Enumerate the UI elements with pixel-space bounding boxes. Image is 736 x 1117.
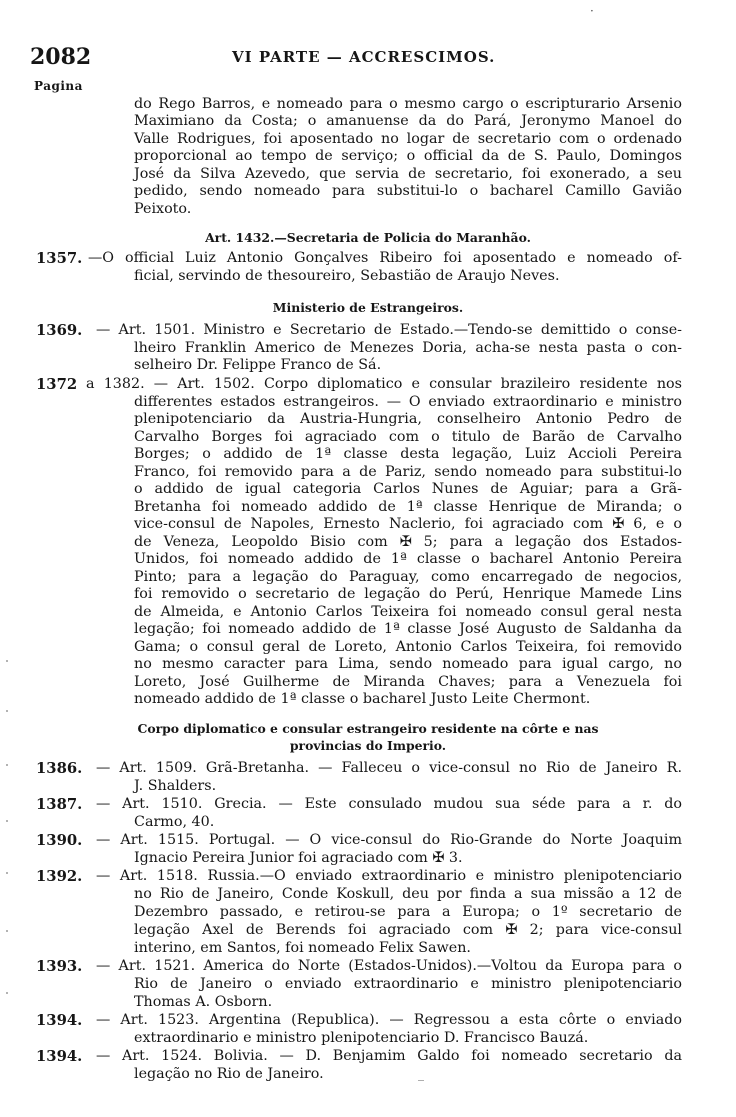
text-line (0, 760, 736, 777)
line-text: o addido de igual categoria Carlos Nunes de Aguiar; para a Grã- (134, 481, 682, 497)
text-line (0, 868, 736, 885)
line-text: nomeado addido de 1ª classe o bacharel Justo Leite Chermont. (134, 691, 591, 707)
line-text: pedido, sendo nomeado para substitui-lo o bacharel Camillo Gavião (134, 183, 682, 199)
entry-number: 1387. (36, 796, 83, 813)
text-line (0, 394, 736, 411)
text-line (0, 376, 736, 393)
line-text: no Rio de Janeiro, Conde Koskull, deu por finda a sua missão a 12 de (134, 886, 682, 902)
entry-number: 1390. (36, 832, 83, 849)
line-text: ficial, servindo de thesoureiro, Sebastião de Araujo Neves. (134, 268, 560, 284)
text-line (0, 534, 736, 551)
text-line (0, 499, 736, 516)
line-text: — Art. 1509. Grã-Bretanha. — Falleceu o vice-consul no Rio de Janeiro R. (96, 760, 682, 776)
line-text: — Art. 1524. Bolivia. — D. Benjamim Galdo foi nomeado secretario da (96, 1048, 682, 1064)
text-line (0, 357, 736, 374)
line-text: vice-consul de Napoles, Ernesto Naclerio, foi agraciado com ✠ 6, e o (134, 516, 682, 532)
text-line (0, 446, 736, 463)
entry-number: 1357. (36, 250, 83, 267)
text-line (0, 569, 736, 586)
text-line (0, 166, 736, 183)
text-line (0, 621, 736, 638)
line-text: interino, em Santos, foi nomeado Felix Sawen. (134, 940, 471, 956)
line-text: Art. 1432.—Secretaria de Policia do Maranhão. (205, 230, 531, 245)
line-text: extraordinario e ministro plenipotenciario D. Francisco Bauzá. (134, 1030, 589, 1046)
line-text: —O official Luiz Antonio Gonçalves Ribeiro foi aposentado e nomeado of- (88, 250, 682, 266)
text-line (0, 268, 736, 285)
line-text: Valle Rodrigues, foi aposentado no logar de secretario com o ordenado (134, 131, 682, 147)
line-text: Pinto; para a legação do Paraguay, como encarregado de negocios, (134, 569, 682, 585)
entry-number: 1372 (36, 376, 78, 393)
line-text: a 1382. — Art. 1502. Corpo diplomatico e consular brazileiro residente nos (86, 376, 682, 392)
text-line (0, 464, 736, 481)
section-heading (0, 299, 736, 316)
text-line (0, 1012, 736, 1029)
line-text: Peixoto. (134, 201, 192, 217)
line-text: differentes estados estrangeiros. — O enviado extraordinario e ministro (134, 394, 682, 410)
text-line (0, 674, 736, 691)
text-line (0, 250, 736, 267)
text-line (0, 481, 736, 498)
line-text: Loreto, José Guilherme de Miranda Chaves; para a Venezuela foi (134, 674, 682, 690)
line-text: J. Shalders. (134, 778, 217, 794)
text-line (0, 904, 736, 921)
text-line (0, 886, 736, 903)
line-text: Rio de Janeiro o enviado extraordinario e ministro plenipotenciario (134, 976, 682, 992)
line-text: Borges; o addido de 1ª classe desta legação, Luiz Accioli Pereira (134, 446, 682, 462)
entry-number: 1393. (36, 958, 83, 975)
line-text: de Veneza, Leopoldo Bisio com ✠ 5; para a legação dos Estados- (134, 534, 682, 550)
line-text: selheiro Dr. Felippe Franco de Sá. (134, 357, 382, 373)
text-line (0, 429, 736, 446)
entry-number: 1394. (36, 1012, 83, 1029)
line-text: Carvalho Borges foi agraciado com o titulo de Barão de Carvalho (134, 429, 682, 445)
line-text: no mesmo caracter para Lima, sendo nomeado para igual cargo, no (134, 656, 682, 672)
line-text: Unidos, foi nomeado addido de 1ª classe o bacharel Antonio Pereira (134, 551, 682, 567)
section-heading (0, 737, 736, 754)
entry-number: 1392. (36, 868, 83, 885)
line-text: — Art. 1521. America do Norte (Estados-Unidos).—Voltou da Europa para o (96, 958, 682, 974)
entry-number: 1394. (36, 1048, 83, 1065)
text-line (0, 516, 736, 533)
text-line (0, 96, 736, 113)
page-number: 2082 (30, 44, 92, 70)
line-text: José da Silva Azevedo, que servia de secretario, foi exonerado, a seu (134, 166, 682, 182)
text-line (0, 832, 736, 849)
line-text: — Art. 1501. Ministro e Secretario de Estado.—Tendo-se demittido o conse- (96, 322, 682, 338)
text-line (0, 586, 736, 603)
line-text: Gama; o consul geral de Loreto, Antonio Carlos Teixeira, foi removido (134, 639, 682, 655)
text-line (0, 183, 736, 200)
line-text: provincias do Imperio. (289, 738, 447, 753)
entry-number: 1369. (36, 322, 83, 339)
text-line (0, 958, 736, 975)
column-label: Pagina (34, 79, 83, 93)
margin-specks (0, 640, 16, 1040)
line-text: do Rego Barros, e nomeado para o mesmo cargo o escripturario Arsenio (134, 96, 682, 112)
line-text: Ministerio de Estrangeiros. (272, 300, 464, 315)
text-line (0, 113, 736, 130)
text-line (0, 796, 736, 813)
line-text: Dezembro passado, e retirou-se para a Europa; o 1º secretario de (134, 904, 682, 920)
text-line (0, 1066, 736, 1083)
line-text: — Art. 1510. Grecia. — Este consulado mudou sua séde para a r. do (96, 796, 682, 812)
text-line (0, 940, 736, 957)
text-line (0, 131, 736, 148)
text-line (0, 340, 736, 357)
line-text: — Art. 1515. Portugal. — O vice-consul do Rio-Grande do Norte Joaquim (96, 832, 682, 848)
text-line (0, 322, 736, 339)
text-line (0, 976, 736, 993)
section-heading (0, 720, 736, 737)
line-text: lheiro Franklin Americo de Menezes Doria, acha-se nesta pasta o con- (134, 340, 682, 356)
line-text: Maximiano da Costa; o amanuense da do Pará, Jeronymo Manoel do (134, 113, 682, 129)
line-text: — Art. 1523. Argentina (Republica). — Regressou a esta côrte o enviado (96, 1012, 682, 1028)
line-text: Carmo, 40. (134, 814, 215, 830)
text-line (0, 639, 736, 656)
text-line (0, 551, 736, 568)
section-heading (0, 229, 736, 246)
entry-number: 1386. (36, 760, 83, 777)
text-line (0, 778, 736, 795)
line-text: de Almeida, e Antonio Carlos Teixeira foi nomeado consul geral nesta (134, 604, 682, 620)
line-text: Thomas A. Osborn. (134, 994, 273, 1010)
line-text: plenipotenciario da Austria-Hungria, conselheiro Antonio Pedro de (134, 411, 682, 427)
line-text: legação; foi nomeado addido de 1ª classe José Augusto de Saldanha da (134, 621, 682, 637)
text-line (0, 148, 736, 165)
text-line (0, 1048, 736, 1065)
closing-dash: ‾ (418, 1078, 424, 1092)
text-line (0, 411, 736, 428)
line-text: foi removido o secretario de legação do Perú, Henrique Mamede Lins (134, 586, 682, 602)
text-line (0, 850, 736, 867)
line-text: Corpo diplomatico e consular estrangeiro residente na côrte e nas (137, 721, 599, 736)
line-text: Bretanha foi nomeado addido de 1ª classe Henrique de Miranda; o (134, 499, 682, 515)
line-text: legação Axel de Berends foi agraciado com ✠ 2; para vice-consul (134, 922, 682, 938)
running-title: VI PARTE — ACCRESCIMOS. (232, 48, 496, 66)
text-line (0, 814, 736, 831)
line-text: Ignacio Pereira Junior foi agraciado com ✠ 3. (134, 850, 463, 866)
line-text: — Art. 1518. Russia.—O enviado extraordinario e ministro plenipotenciario (96, 868, 682, 884)
text-line (0, 201, 736, 218)
corner-speck: · (590, 4, 594, 18)
line-text: proporcional ao tempo de serviço; o official da de S. Paulo, Domingos (134, 148, 682, 164)
text-line (0, 604, 736, 621)
text-line (0, 691, 736, 708)
text-line (0, 994, 736, 1011)
text-line (0, 656, 736, 673)
line-text: legação no Rio de Janeiro. (134, 1066, 324, 1082)
text-line (0, 1030, 736, 1047)
text-line (0, 922, 736, 939)
line-text: Franco, foi removido para a de Pariz, sendo nomeado para substitui-lo (134, 464, 682, 480)
